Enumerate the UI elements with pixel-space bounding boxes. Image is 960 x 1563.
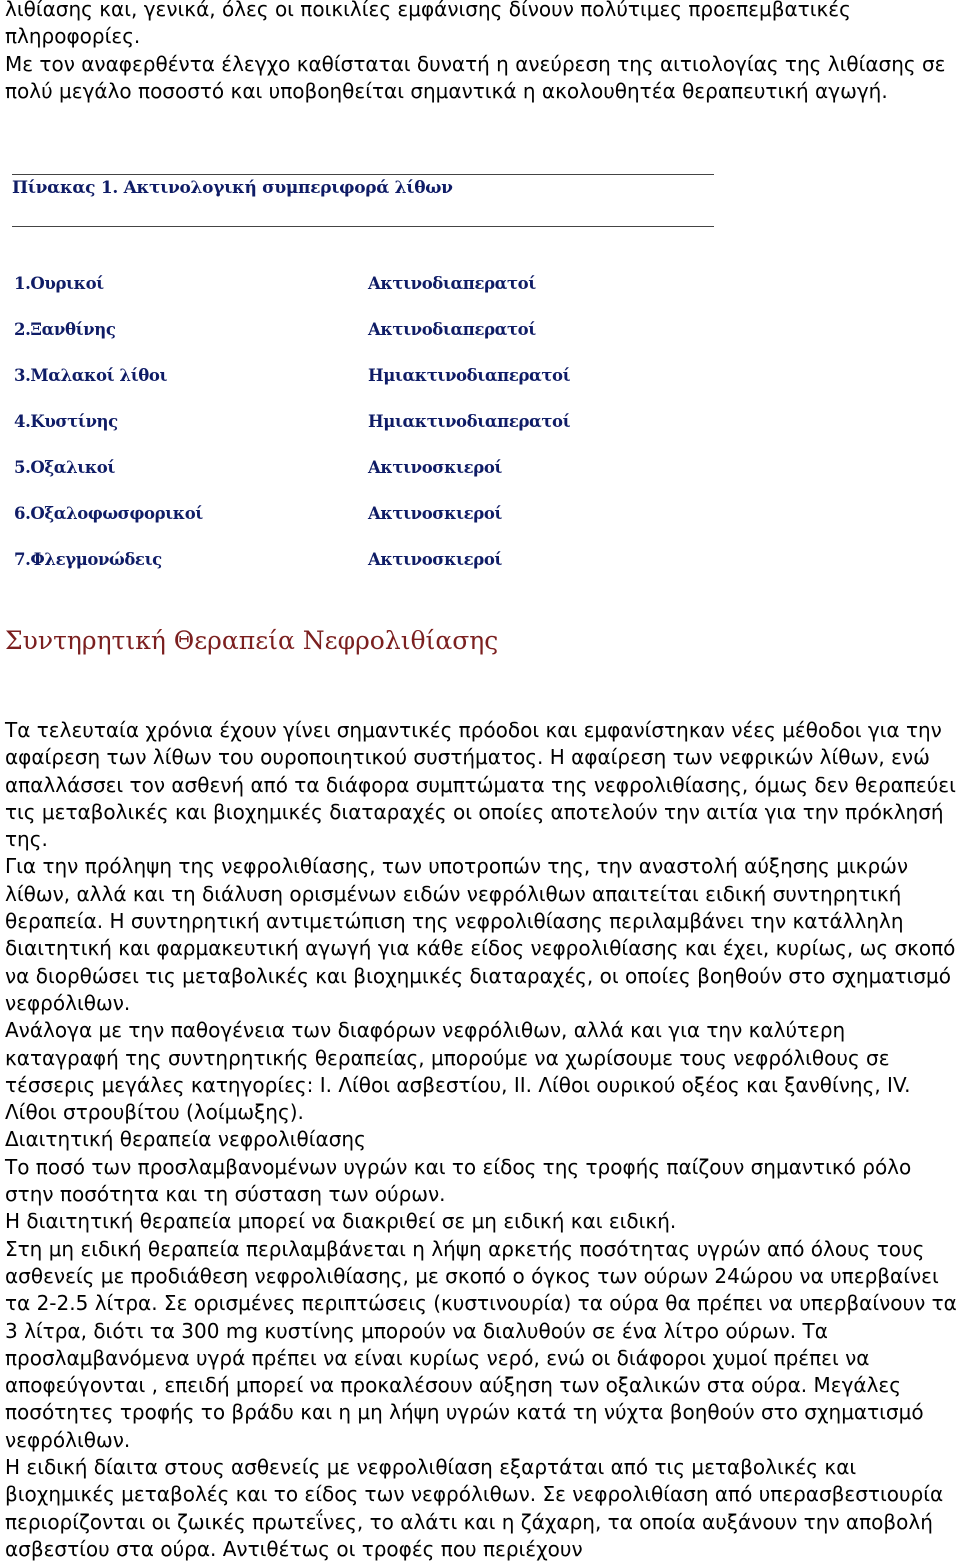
table-top-rule <box>12 174 714 175</box>
table-row <box>12 274 716 304</box>
table-cell-stone: 4.Κυστίνης <box>14 412 118 431</box>
intro-paragraph: Με τον αναφερθέντα έλεγχο καθίσταται δυνατή η ανεύρεση της αιτιολογίας της λιθίασης σε πολύ μεγάλο ποσοστό και υποβοηθείται σημαντικά η ακολουθητέα θεραπευτική αγωγή. <box>5 51 946 103</box>
section-heading: Συντηρητική Θεραπεία Νεφρολιθίασης <box>5 626 499 655</box>
body-paragraph: Στη μη ειδική θεραπεία περιλαμβάνεται η λήψη αρκετής ποσότητας υγρών από όλους τους ασθενείς με προδιάθεση νεφρολιθίασης, με σκοπό ο όγκος των ούρων 24ώρου να υπερβαίνει τα 2-2.5 λίτρα. Σε ορισμένες περιπτώσεις (κυστινουρία) τα ούρα θα πρέπει να υπερβαίνουν τα 3 λίτρα, διότι τα 300 mg κυστίνης μπορούν να διαλυθούν σε ένα λίτρο ούρων. Τα προσλαμβανόμενα υγρά πρέπει να είναι κυρίως νερό, ενώ οι διάφοροι χυμοί πρέπει να αποφεύγονται , επειδή μπορεί να προκαλέσουν αύξηση των οξαλικών στα ούρα. Μεγάλες ποσότητες τροφής το βράδυ και η μη λήψη υγρών κατά τη νύχτα βοηθούν στο σχηματισμό νεφρόλιθων. <box>5 1236 957 1452</box>
table-cell-property: Ημιακτινοδιαπερατοί <box>368 366 571 385</box>
table-row <box>12 366 716 396</box>
table-cell-stone: 6.Οξαλοφωσφορικοί <box>14 504 203 523</box>
table-cell-stone: 1.Ουρικοί <box>14 274 104 293</box>
table-row <box>12 458 716 488</box>
table-row <box>12 550 716 580</box>
table-cell-property: Ακτινοσκιεροί <box>368 504 503 523</box>
body-paragraph: Το ποσό των προσλαμβανομένων υγρών και το είδος της τροφής παίζουν σημαντικό ρόλο στην ποσότητα και τη σύσταση των ούρων. <box>5 1154 912 1207</box>
table-row <box>12 412 716 442</box>
body-paragraph: Η διαιτητική θεραπεία μπορεί να διακριθεί σε μη ειδική και ειδική. <box>5 1209 677 1234</box>
body-paragraph: Ανάλογα με την παθογένεια των διαφόρων νεφρόλιθων, αλλά και για την καλύτερη καταγραφή της συντηρητικής θεραπείας, μπορούμε να χωρίσουμε τους νεφρόλιθους σε τέσσερις μεγάλες κατηγορίες: Ι. Λίθοι ασβεστίου, ΙΙ. Λίθοι ουρικού οξέος και ξανθίνης, ΙV. Λίθοι στρουβίτου (λοίμωξης). <box>5 1018 911 1125</box>
table-cell-property: Ακτινοσκιεροί <box>368 458 503 477</box>
table-cell-stone: 2.Ξανθίνης <box>14 320 116 339</box>
table-cell-stone: 7.Φλεγμονώδεις <box>14 550 162 569</box>
body-paragraph: Η ειδική δίαιτα στους ασθενείς με νεφρολιθίαση εξαρτάται από τις μεταβολικές και βιοχημικές μεταβολές και το είδος των νεφρόλιθων. Σε νεφρολιθίαση από υπερασβεστιουρία περιορίζονται οι ζωικές πρωτεΐνες, το αλάτι και η ζάχαρη, τα οποία αυξάνουν την αποβολή ασβεστίου στα ούρα. Αντιθέτως οι τροφές που περιέχουν <box>5 1455 944 1561</box>
intro-text <box>5 0 957 105</box>
body-paragraph: Για την πρόληψη της νεφρολιθίασης, των υποτροπών της, την αναστολή αύξησης μικρών λίθων, αλλά και τη διάλυση ορισμένων ειδών νεφρόλιθων απαιτείται ειδική συντηρητική θεραπεία. Η συντηρητική αντιμετώπιση της νεφρολιθίασης περιλαμβάνει την κατάλληλη διαιτητική και φαρμακευτική αγωγή για κάθε είδος νεφρολιθίασης και έχει, κυρίως, ως σκοπό να διορθώσει τις μεταβολικές και βιοχημικές διαταραχές, οι οποίες βοηθούν στο σχηματισμό νεφρόλιθων. <box>5 854 956 1015</box>
table-cell-property: Ακτινοδιαπερατοί <box>368 274 536 293</box>
body-paragraph: Τα τελευταία χρόνια έχουν γίνει σημαντικές πρόοδοι και εμφανίστηκαν νέες μέθοδοι για την αφαίρεση των λίθων του ουροποιητικού συστήματος. Η αφαίρεση των νεφρικών λίθων, ενώ απαλλάσσει τον ασθενή από τα διάφορα συμπτώματα της νεφρολιθίασης, όμως δεν θεραπεύει τις μεταβολικές και βιοχημικές διαταραχές οι οποίες αποτελούν την αιτία για την πρόκλησή της. <box>5 718 956 852</box>
stone-radiology-table <box>12 170 716 582</box>
table-cell-property: Ακτινοσκιεροί <box>368 550 503 569</box>
table-row <box>12 504 716 534</box>
table-cell-stone: 3.Μαλακοί λίθοι <box>14 366 168 385</box>
table-caption: Πίνακας 1. Ακτινολογική συμπεριφορά λίθων <box>12 178 453 198</box>
table-row <box>12 320 716 350</box>
subsection-heading: Διαιτητική θεραπεία νεφρολιθίασης <box>5 1127 366 1152</box>
table-bottom-rule <box>12 226 714 227</box>
table-cell-property: Ακτινοδιαπερατοί <box>368 320 536 339</box>
intro-paragraph: λιθίασης και, γενικά, όλες οι ποικιλίες εμφάνισης δίνουν πολύτιμες προεπεμβατικές πληροφορίες. <box>5 0 851 49</box>
table-cell-stone: 5.Οξαλικοί <box>14 458 115 477</box>
body-text <box>5 717 960 1563</box>
table-cell-property: Ημιακτινοδιαπερατοί <box>368 412 571 431</box>
